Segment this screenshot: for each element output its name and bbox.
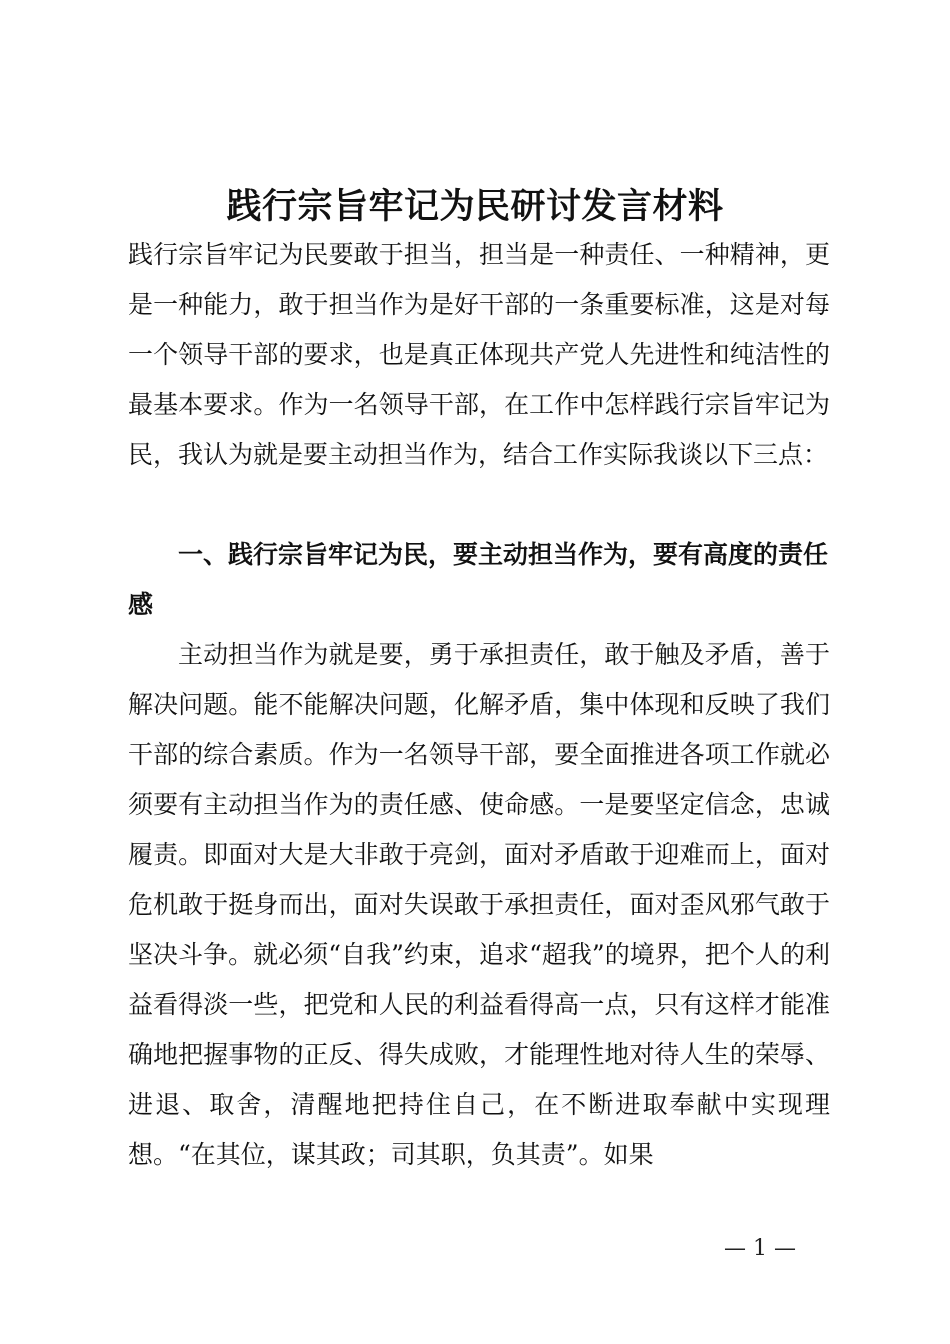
section-1-heading: 一、践行宗旨牢记为民，要主动担当作为，要有高度的责任感 bbox=[128, 540, 829, 619]
document-title: 践行宗旨牢记为民研讨发言材料 bbox=[226, 187, 724, 227]
section-1-paragraph: 主动担当作为就是要，勇于承担责任，敢于触及矛盾，善于解决问题。能不能解决问题，化解矛盾，集中体现和反映了我们干部的综合素质。作为一名领导干部，要全面推进各项工作就必须要有主动担当作为的责任感、使命感。一是要坚定信念，忠诚履责。即面对大是大非敢于亮剑，面对矛盾敢于迎难而上，面对危机敢于挺身而出，面对失误敢于承担责任，面对歪风邪气敢于坚决斗争。就必须“自我”约束，追求“超我”的境界，把个人的利益看得淡一些，把党和人民的利益看得高一点，只有这样才能准确地把握事物的正反、得失成败，才能理性地对待人生的荣辱、进退、取舍，清醒地把持住自己，在不断进取奉献中实现理想。“在其位，谋其政；司其职，负其责”。如果 bbox=[128, 640, 830, 1169]
intro-paragraph: 践行宗旨牢记为民要敢于担当，担当是一种责任、一种精神，更是一种能力，敢于担当作为是好干部的一条重要标准，这是对每一个领导干部的要求，也是真正体现共产党人先进性和纯洁性的最基本要求。作为一名领导干部，在工作中怎样践行宗旨牢记为民，我认为就是要主动担当作为，结合工作实际我谈以下三点： bbox=[128, 240, 830, 469]
page-number: — 1 — bbox=[724, 1236, 796, 1261]
